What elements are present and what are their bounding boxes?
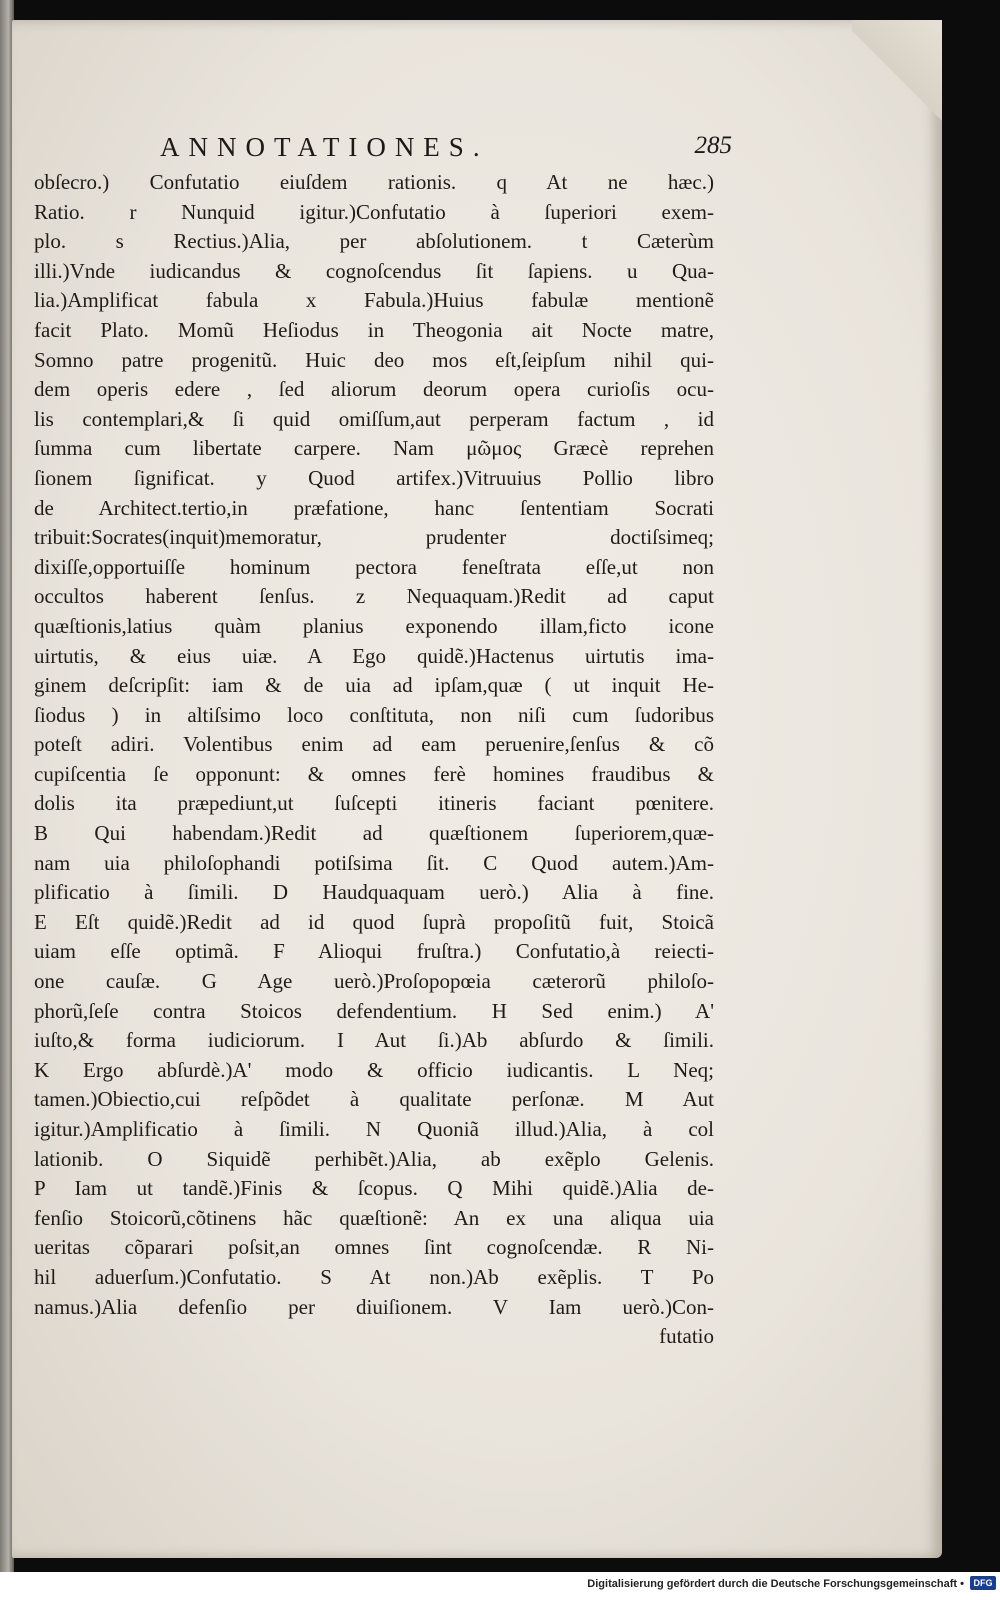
text-line: Somno patre progenitũ. Huic deo mos eſt,ſeipſum nihil qui- [34,347,714,372]
text-line: cupiſcentia ſe opponunt: & omnes ferè homines fraudibus & [34,761,714,786]
text-line: illi.)Vnde iudicandus & cognoſcendus ſit ſapiens. u Qua- [34,258,714,283]
dfg-logo-icon: DFG [970,1576,996,1590]
text-line: plificatio à ſimili. D Haudquaquam uerò.) Alia à fine. [34,880,714,905]
text-line: hil aduerſum.)Confutatio. S At non.)Ab exẽplis. T Po [34,1264,714,1289]
page-number: 285 [694,132,732,159]
text-line: E Eſt quidẽ.)Redit ad id quod ſuprà propoſitũ fuit, Stoicã [34,909,714,934]
text-line: ſiodus ) in altiſsimo loco conſtituta, non niſi cum ſudoribus [34,702,714,727]
text-line: poteſt adiri. Volentibus enim ad eam peruenire,ſenſus & cõ [34,732,714,757]
text-line: tribuit:Socrates(inquit)memoratur, prudenter doctiſsimeq; [34,525,714,550]
text-line: de Architect.tertio,in præfatione, hanc ſententiam Socrati [34,495,714,520]
text-line: obſecro.) Confutatio eiuſdem rationis. q At ne hæc.) [34,170,714,194]
text-line: Ratio. r Nunquid igitur.)Confutatio à ſuperiori exem- [34,199,714,224]
text-line: ſionem ſignificat. y Quod artifex.)Vitruuius Pollio libro [34,465,714,490]
text-line: plo. s Rectius.)Alia, per abſolutionem. t Cæterùm [34,229,714,254]
text-line: ginem deſcripſit: iam & de uia ad ipſam,quæ ( ut inquit He- [34,673,714,698]
text-line: lationib. O Siquidẽ perhibẽt.)Alia, ab exẽplo Gelenis. [34,1146,714,1171]
text-line: B Qui habendam.)Redit ad quæſtionem ſuperiorem,quæ- [34,821,714,846]
text-line: K Ergo abſurdè.)A' modo & officio iudicantis. L Neq; [34,1057,714,1082]
text-line: ueritas cõparari poſsit,an omnes ſint cognoſcendæ. R Ni- [34,1235,714,1260]
text-line: igitur.)Amplificatio à ſimili. N Quoniã illud.)Alia, à col [34,1117,714,1141]
digitization-footer [0,1572,1000,1600]
page-header [160,132,732,172]
text-line: P Iam ut tandẽ.)Finis & ſcopus. Q Mihi quidẽ.)Alia de- [34,1176,714,1201]
text-line: namus.)Alia defenſio per diuiſionem. V Iam uerò.)Con- [34,1294,714,1319]
text-line: lia.)Amplificat fabula x Fabula.)Huius fabulæ mentionẽ [34,288,714,313]
text-line: dem operis edere , ſed aliorum deorum opera curioſis ocu- [34,377,714,402]
text-line: iuſto,& forma iudiciorum. I Aut ſi.)Ab abſurdo & ſimili. [34,1028,714,1053]
annotation-text-block [34,168,714,1352]
text-line: uirtutis, & eius uiæ. A Ego quidẽ.)Hactenus uirtutis ima- [34,643,714,668]
text-line: phorũ,ſeſe contra Stoicos defendentium. H Sed enim.) A' [34,998,714,1023]
text-line: uiam eſſe optimã. F Alioqui fruſtra.) Confutatio,à reiecti- [34,939,714,964]
catchword: futatio [659,1324,714,1349]
text-line: fenſio Stoicorũ,cõtinens hãc quæſtionẽ: An ex una aliqua uia [34,1205,714,1230]
text-line: tamen.)Obiectio,cui reſpõdet à qualitate perſonæ. M Aut [34,1087,714,1112]
running-title: ANNOTATIONES. [160,132,489,162]
text-line: one cauſæ. G Age uerò.)Proſopopœia cæterorũ philoſo- [34,969,714,994]
text-line: quæſtionis,latius quàm planius exponendo illam,ficto icone [34,613,714,638]
text-line: facit Plato. Momũ Heſiodus in Theogonia ait Nocte matre, [34,317,714,342]
funding-credit: Digitalisierung gefördert durch die Deutsche Forschungsgemeinschaft • [587,1578,964,1590]
page-corner-fold [852,20,942,130]
text-line: nam uia philoſophandi potiſsima ſit. C Quod autem.)Am- [34,850,714,875]
text-line: lis contemplari,& ſi quid omiſſum,aut perperam factum , id [34,406,714,431]
text-line: dolis ita præpediunt,ut ſuſcepti itineris faciant pœnitere. [34,791,714,816]
text-line: dixiſſe,opportuiſſe hominum pectora feneſtrata eſſe,ut non [34,554,714,579]
text-line: occultos haberent ſenſus. z Nequaquam.)Redit ad caput [34,584,714,609]
text-line: ſumma cum libertate carpere. Nam μῶμος Græcè reprehen [34,436,714,461]
book-page [12,20,942,1558]
